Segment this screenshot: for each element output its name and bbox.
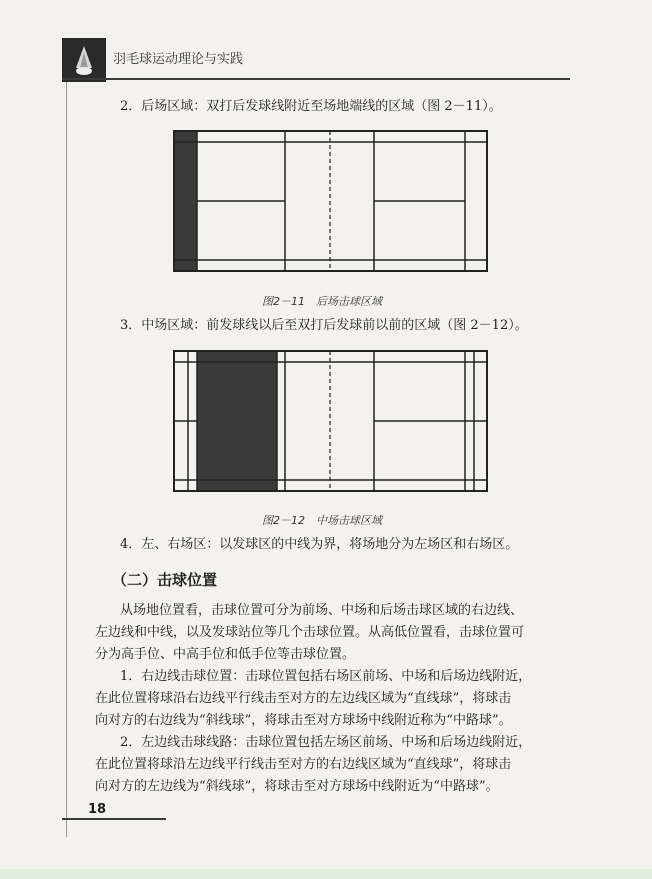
- para-left-right-court: 4．左、右场区：以发球区的中线为界，将场地分为左场区和右场区。: [120, 537, 519, 552]
- body-line: 向对方的左边线为“斜线球”，将球击至对方球场中线附近为“中路球”。: [95, 779, 499, 794]
- body-line: 从场地位置看，击球位置可分为前场、中场和后场击球区域的右边线、: [120, 603, 524, 618]
- bottom-edge: [0, 869, 652, 879]
- footer-rule: [62, 818, 166, 820]
- margin-rule: [66, 82, 67, 837]
- book-logo-image: [62, 38, 106, 82]
- body-line: 1．右边线击球位置：击球位置包括右场区前场、中场和后场边线附近，: [120, 669, 532, 684]
- figure-2-12-caption: 图2－12 中场击球区域: [262, 514, 382, 527]
- para-back-court: 2．后场区域：双打后发球线附近至场地端线的区域（图 2－11）。: [120, 99, 502, 114]
- section-heading: （二）击球位置: [112, 571, 218, 589]
- book-title: 羽毛球运动理论与实践: [113, 52, 244, 67]
- body-line: 在此位置将球沿右边线平行线击至对方的左边线区域为“直线球”，将球击: [95, 691, 512, 706]
- highlight-back-court-area: [173, 130, 197, 272]
- figure-2-11-court-diagram: [173, 130, 489, 274]
- header-rule: [62, 78, 570, 80]
- highlight-mid-court-area: [197, 351, 277, 491]
- figure-2-11-caption: 图2－11 后场击球区域: [262, 295, 382, 308]
- body-line: 分为高手位、中高手位和低手位等击球位置。: [95, 647, 356, 662]
- body-line: 2．左边线击球线路：击球位置包括左场区前场、中场和后场边线附近，: [120, 735, 532, 750]
- page-number: 18: [88, 802, 107, 817]
- para-mid-court: 3．中场区域：前发球线以后至双打后发球前以前的区域（图 2－12）。: [120, 318, 528, 333]
- figure-2-12-court-diagram: [173, 350, 489, 494]
- body-line: 向对方的右边线为“斜线球”，将球击至对方球场中线附近称为“中路球”。: [95, 713, 512, 728]
- body-line: 左边线和中线，以及发球站位等几个击球位置。从高低位置看，击球位置可: [95, 625, 525, 640]
- body-line: 在此位置将球沿左边线平行线击至对方的右边线区域为“直线球”，将球击: [95, 757, 512, 772]
